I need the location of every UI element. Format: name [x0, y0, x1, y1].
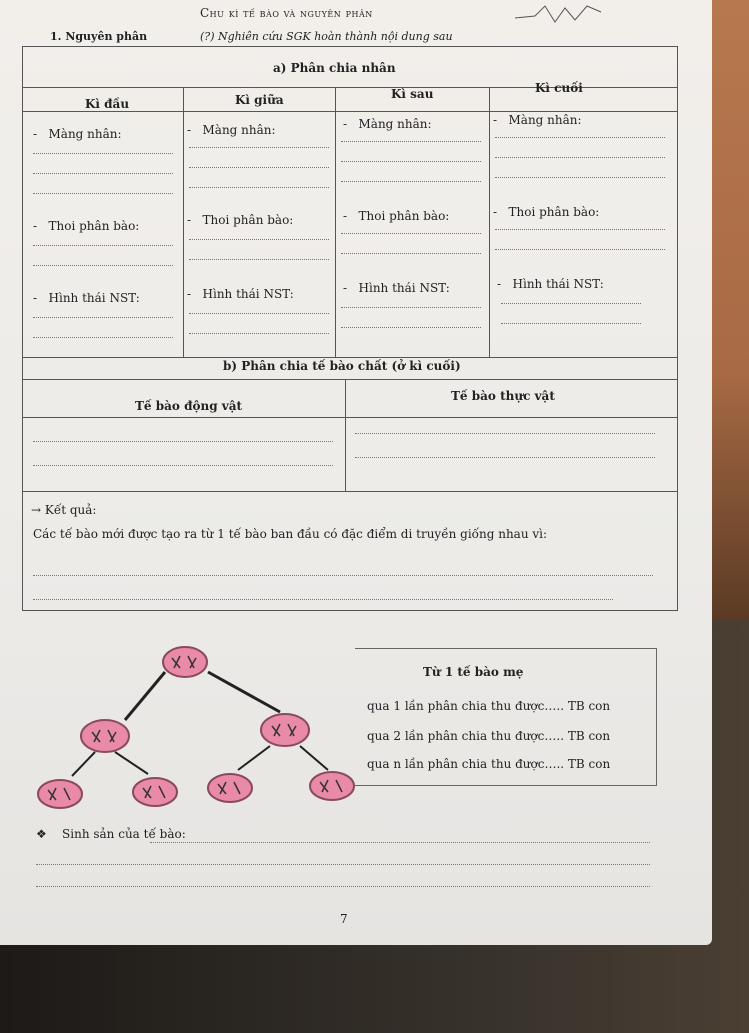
answer-line: [495, 229, 665, 230]
answer-line: [355, 457, 655, 458]
table-cell: [497, 277, 604, 291]
table-a-title: a) Phân chia nhân: [273, 61, 396, 75]
answer-line: [33, 245, 173, 246]
cell-label: Màng nhân:: [508, 113, 582, 127]
info-line: qua n lần phân chia thu được….. TB con: [367, 757, 611, 771]
answer-line: [341, 141, 481, 142]
answer-line: [33, 441, 333, 442]
bullet-icon: ❖: [36, 827, 47, 841]
answer-line: [33, 153, 173, 154]
dash: -: [493, 113, 498, 127]
answer-line: [341, 253, 481, 254]
column-header: Tế bào động vật: [135, 399, 243, 413]
column-header: Tế bào thực vật: [451, 389, 555, 403]
answer-line: [36, 886, 650, 887]
column-header: Kì đầu: [85, 97, 130, 111]
cell-label: Màng nhân:: [202, 123, 276, 137]
info-box: [355, 648, 657, 786]
granddaughter-cell-icon: [38, 780, 82, 808]
divider: [345, 379, 346, 491]
arrow-line: [208, 672, 280, 712]
arrow-line: [72, 752, 95, 776]
divider: [183, 87, 184, 357]
table-b-title: b) Phân chia tế bào chất (ở kì cuối): [223, 359, 461, 373]
reproduction-prompt: [36, 827, 186, 841]
table-cell: [33, 291, 140, 305]
dash: -: [497, 277, 502, 291]
answer-line: [33, 317, 173, 318]
cell-label: Màng nhân:: [358, 117, 432, 131]
table-cell: [343, 117, 432, 131]
arrow-line: [115, 752, 148, 774]
dash: -: [187, 123, 192, 137]
column-header: Kì giữa: [235, 93, 284, 107]
info-line: qua 1 lần phân chia thu được….. TB con: [367, 699, 611, 713]
answer-line: [501, 323, 641, 324]
divider: [335, 87, 336, 357]
answer-line: [341, 327, 481, 328]
mother-cell-icon: [163, 647, 207, 677]
arrow-line: [300, 746, 328, 770]
worksheet-table: [22, 46, 678, 611]
page-title: Chu kì tế bào và nguyên phân: [200, 6, 373, 20]
daughter-cell-icon: [261, 714, 309, 746]
answer-line: [189, 313, 329, 314]
table-cell: [187, 213, 293, 227]
arrow-line: [125, 672, 165, 720]
dash: -: [343, 281, 348, 295]
answer-line: [189, 239, 329, 240]
answer-line: [341, 181, 481, 182]
answer-line: [33, 599, 613, 600]
cell-label: Hình thái NST:: [512, 277, 604, 291]
answer-line: [189, 187, 329, 188]
table-cell: [33, 219, 139, 233]
answer-line: [36, 864, 650, 865]
dash: -: [33, 291, 38, 305]
answer-line: [341, 233, 481, 234]
answer-line: [355, 433, 655, 434]
answer-line: [189, 167, 329, 168]
divider: [23, 111, 677, 112]
granddaughter-cell-icon: [208, 774, 252, 802]
cell-label: Màng nhân:: [48, 127, 122, 141]
divider: [23, 379, 677, 380]
answer-line: [33, 173, 173, 174]
page-number: 7: [340, 912, 348, 926]
answer-line: [189, 147, 329, 148]
answer-line: [33, 193, 173, 194]
answer-line: [33, 575, 653, 576]
cell-label: Hình thái NST:: [202, 287, 294, 301]
section-heading: 1. Nguyên phân: [50, 30, 148, 43]
dash: -: [33, 219, 38, 233]
daughter-cell-icon: [81, 720, 129, 752]
answer-line: [33, 465, 333, 466]
divider: [23, 357, 677, 358]
answer-line: [341, 161, 481, 162]
cell-division-diagram: [20, 640, 360, 810]
answer-line: [150, 842, 650, 843]
answer-line: [189, 333, 329, 334]
result-text: Các tế bào mới được tạo ra từ 1 tế bào ban đầu có đặc điểm di truyền giống nhau vì:: [33, 527, 548, 541]
answer-line: [495, 177, 665, 178]
answer-line: [495, 137, 665, 138]
answer-line: [341, 307, 481, 308]
info-title: Từ 1 tế bào mẹ: [423, 665, 524, 679]
cell-label: Thoi phân bào:: [358, 209, 450, 223]
info-line: qua 2 lần phân chia thu được….. TB con: [367, 729, 611, 743]
divider: [489, 87, 490, 357]
dash: -: [187, 213, 192, 227]
table-cell: [493, 113, 582, 127]
column-header: Kì sau: [391, 87, 434, 101]
cell-label: Thoi phân bào:: [508, 205, 600, 219]
table-cell: [343, 209, 449, 223]
answer-line: [33, 337, 173, 338]
answer-line: [501, 303, 641, 304]
table-cell: [343, 281, 450, 295]
dash: -: [343, 209, 348, 223]
answer-line: [189, 259, 329, 260]
table-cell: [493, 205, 599, 219]
cell-label: Thoi phân bào:: [48, 219, 140, 233]
dash: -: [343, 117, 348, 131]
answer-line: [495, 249, 665, 250]
cell-label: Hình thái NST:: [358, 281, 450, 295]
granddaughter-cell-icon: [133, 778, 177, 806]
arrow-line: [238, 746, 270, 770]
dash: -: [187, 287, 192, 301]
column-header: Kì cuối: [535, 81, 583, 95]
table-cell: [187, 287, 294, 301]
divider: [23, 491, 677, 492]
pen-scribble-icon: [515, 2, 605, 26]
dash: -: [33, 127, 38, 141]
granddaughter-cell-icon: [310, 772, 354, 800]
task-instruction: (?) Nghiên cứu SGK hoàn thành nội dung sau: [200, 30, 453, 43]
result-label: → Kết quả:: [31, 503, 97, 517]
dash: -: [493, 205, 498, 219]
table-cell: [187, 123, 276, 137]
divider: [23, 417, 677, 418]
answer-line: [495, 157, 665, 158]
table-cell: [33, 127, 122, 141]
cell-label: Hình thái NST:: [48, 291, 140, 305]
answer-line: [33, 265, 173, 266]
cell-label: Thoi phân bào:: [202, 213, 294, 227]
reproduction-label: Sinh sản của tế bào:: [62, 827, 186, 841]
